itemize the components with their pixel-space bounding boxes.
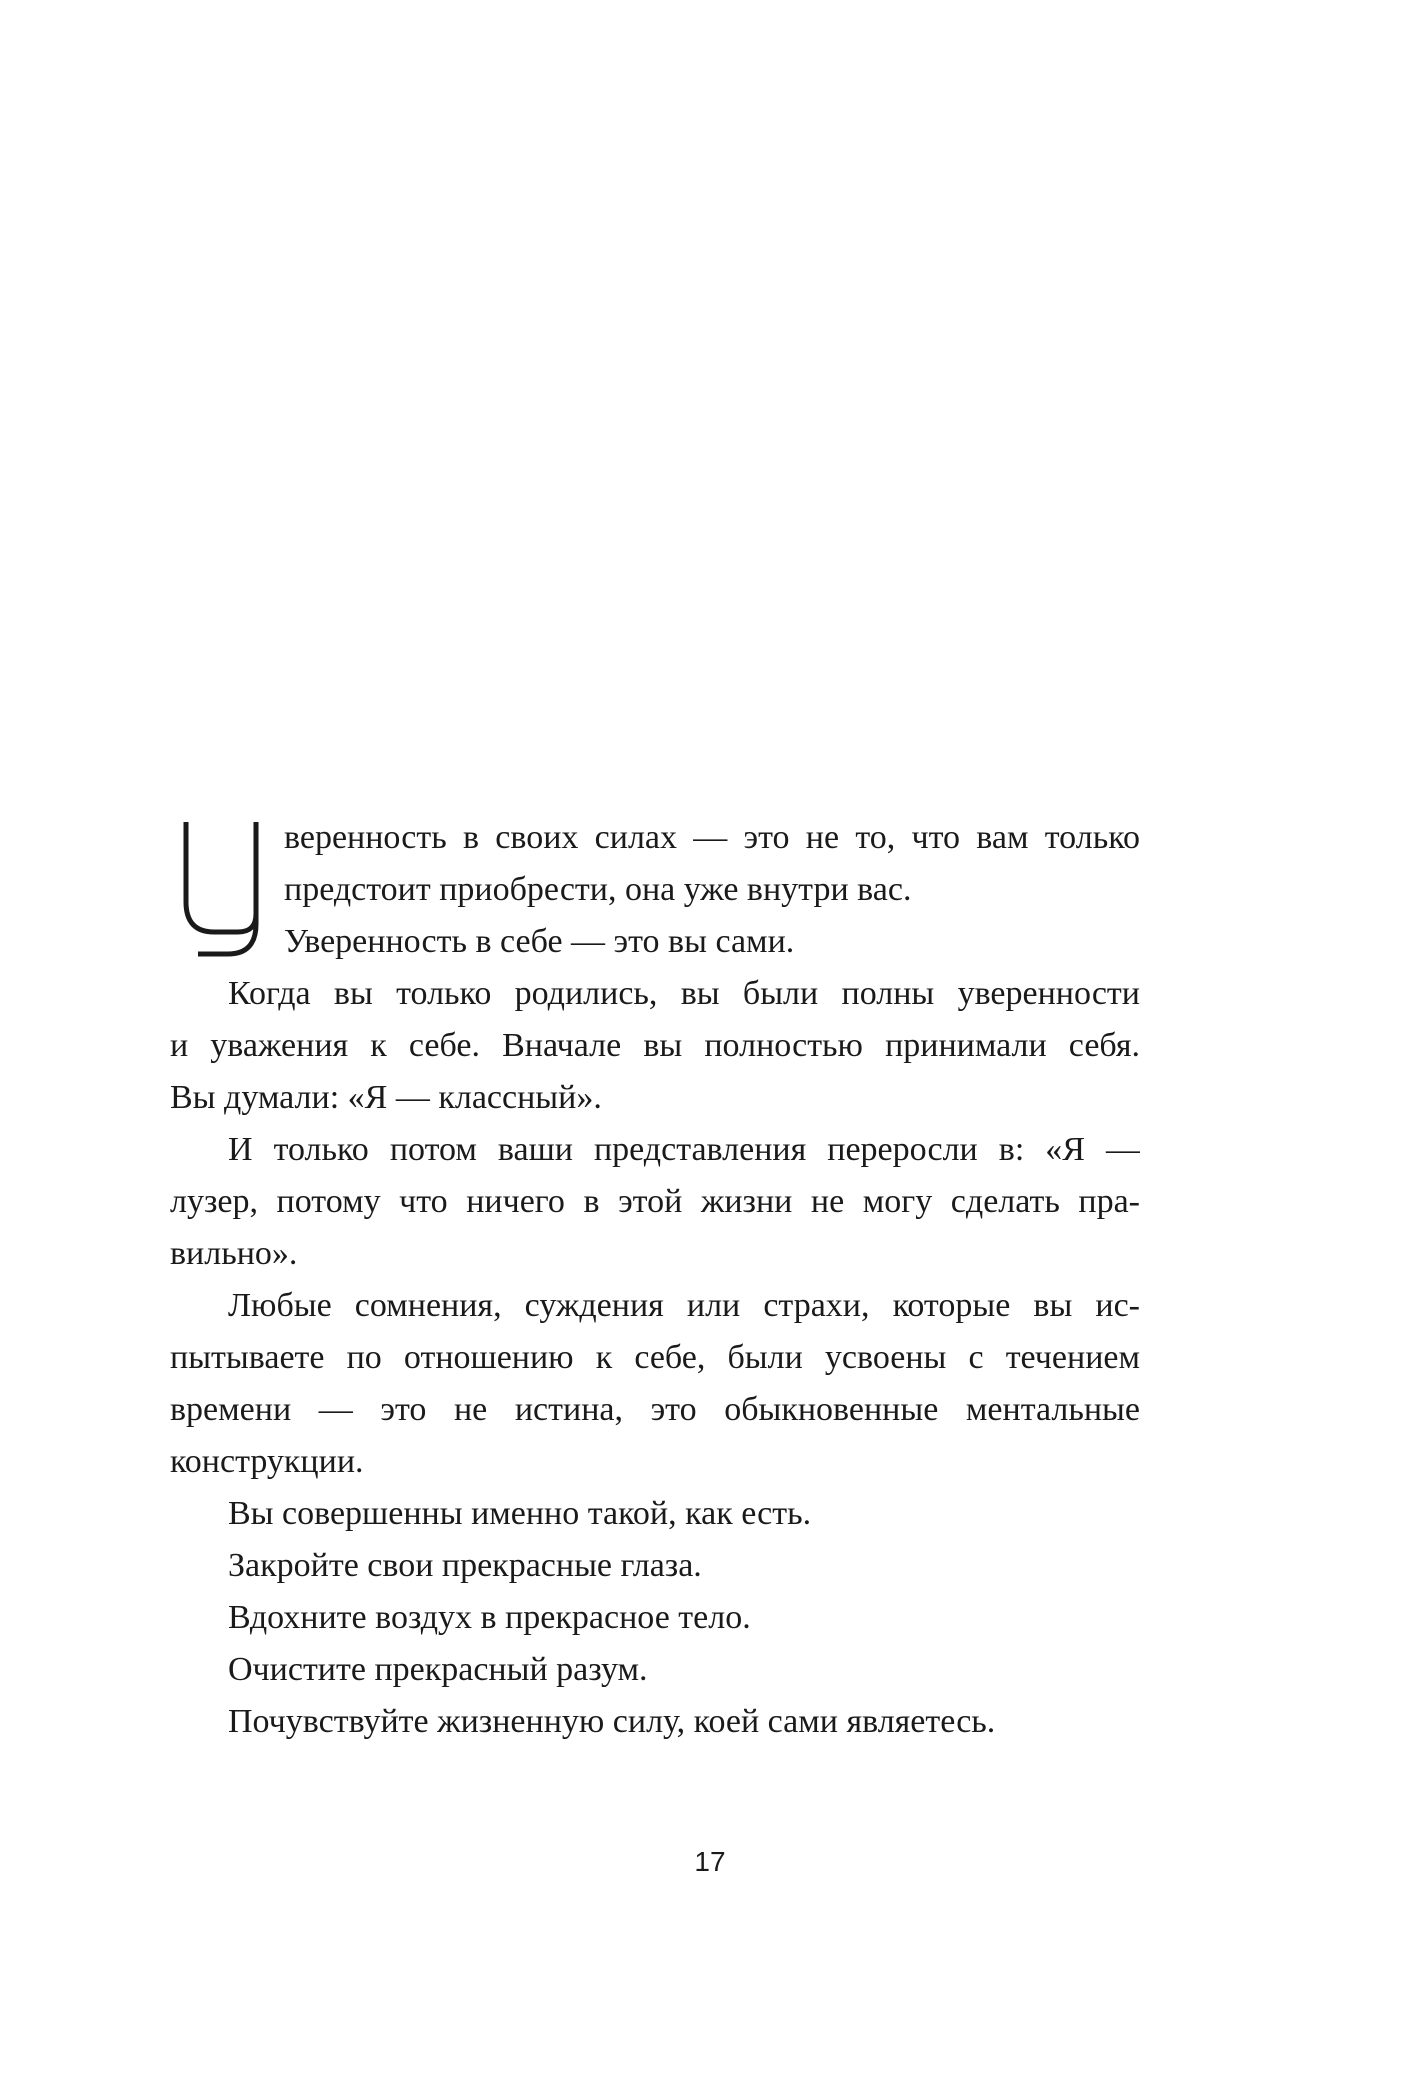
paragraph-5: Вы совершенны именно такой, как есть.	[228, 1495, 812, 1532]
paragraph-9: Почувствуйте жизненную силу, коей сами являетесь.	[228, 1703, 996, 1740]
text-line: времени — это не истина, это обыкновенные ментальные	[170, 1391, 1140, 1428]
text-line: И только потом ваши представления переросли в: «Я —	[228, 1131, 1140, 1168]
paragraph-7: Вдохните воздух в прекрасное тело.	[228, 1599, 751, 1636]
paragraph-8: Очистите прекрасный разум.	[228, 1651, 648, 1688]
text-line: Вы думали: «Я — классный».	[170, 1079, 602, 1116]
text-line: Любые сомнения, суждения или страхи, которые вы ис-	[228, 1287, 1140, 1324]
paragraph-6: Закройте свои прекрасные глаза.	[228, 1547, 702, 1584]
paragraph-1	[170, 812, 1140, 968]
text-line: вильно».	[170, 1235, 298, 1272]
body-text	[170, 812, 1140, 1748]
paragraph-4	[170, 1280, 1140, 1488]
paragraph-3	[170, 1124, 1140, 1280]
paragraph-2	[170, 968, 1140, 1124]
text-line: Когда вы только родились, вы были полны уверенности	[228, 975, 1140, 1012]
text-line: пытываете по отношению к себе, были усвоены с течением	[170, 1339, 1140, 1376]
text-line: веренность в своих силах — это не то, что вам только	[284, 819, 1140, 856]
text-line: предстоит приобрести, она уже внутри вас.	[284, 871, 912, 908]
text-line: конструкции.	[170, 1443, 364, 1480]
page-number: 17	[694, 1846, 726, 1877]
text-line: Уверенность в себе — это вы сами.	[284, 923, 795, 960]
text-line: и уважения к себе. Вначале вы полностью принимали себя.	[170, 1027, 1140, 1064]
dropcap-letter-u-icon	[176, 818, 260, 958]
text-line: лузер, потому что ничего в этой жизни не могу сделать пра-	[170, 1183, 1140, 1220]
